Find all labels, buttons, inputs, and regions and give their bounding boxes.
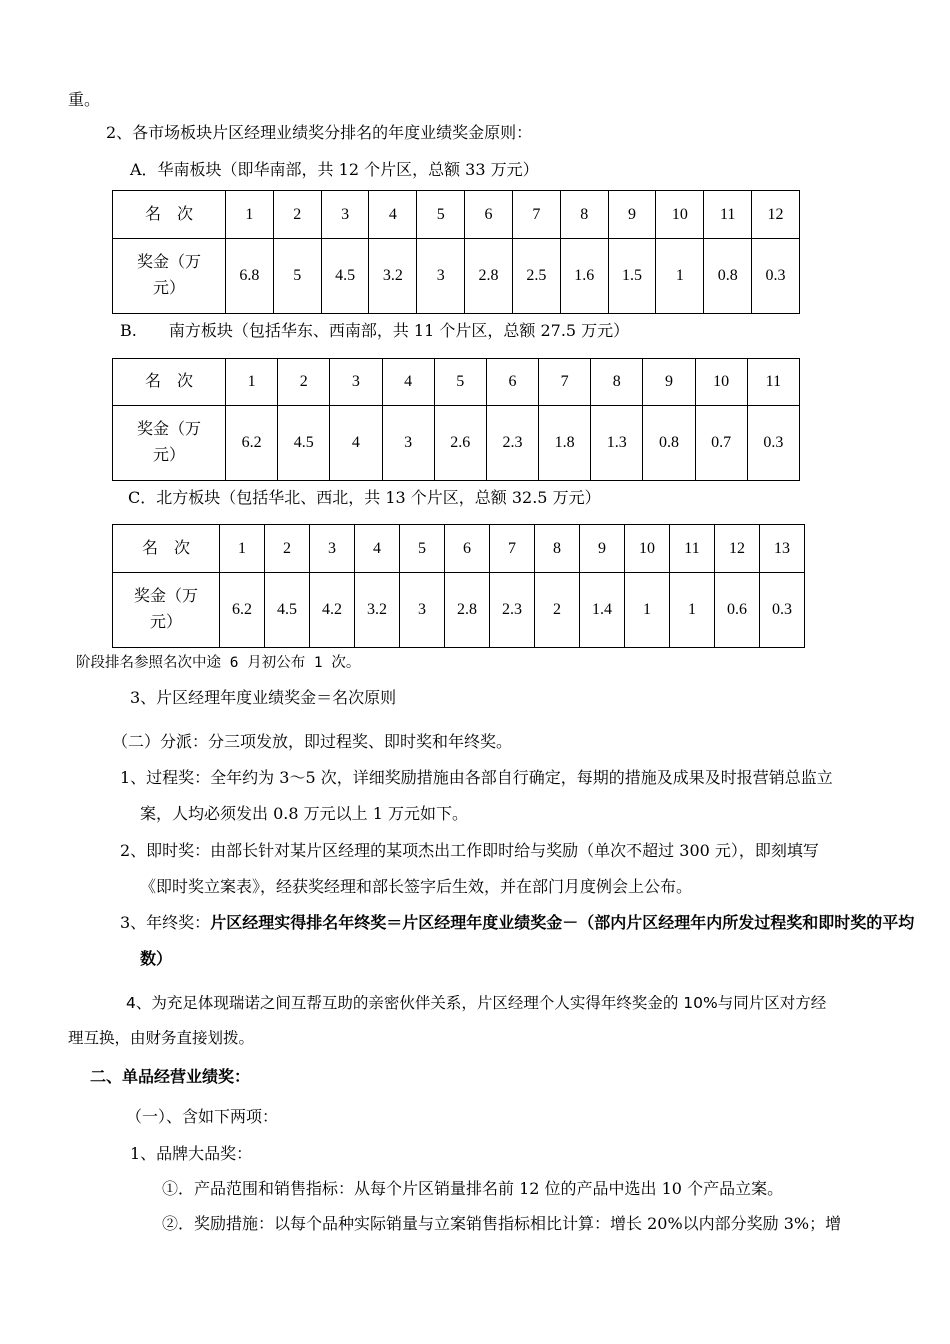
bonus-cell: 0.3 [747,406,799,481]
year-end-award-line-2: 数） [140,949,173,968]
rank-header-cell: 名 次 [113,359,226,406]
rank-cell: 8 [560,191,608,239]
bonus-cell: 3 [417,239,465,314]
bonus-cell: 3.2 [369,239,417,314]
bonus-cell: 4.5 [278,406,330,481]
rank-cell: 6 [445,525,490,573]
bonus-cell: 3 [400,573,445,648]
rank-cell: 11 [704,191,752,239]
bonus-cell: 2.5 [512,239,560,314]
bonus-label-cell [113,239,226,314]
year-end-award-prefix: 3、年终奖： [120,913,211,932]
rank-cell: 9 [643,359,695,406]
rank-cell: 9 [580,525,625,573]
rank-header-cell: 名 次 [113,525,220,573]
bonus-cell: 1 [670,573,715,648]
two-items-heading: （一）、含如下两项： [126,1107,279,1126]
bonus-cell: 3.2 [355,573,400,648]
instant-award-line-2: 《即时奖立案表》，经获奖经理和部长签字后生效，并在部门月度例会上公布。 [140,877,693,896]
rank-cell: 7 [490,525,535,573]
bonus-label-cell [113,573,220,648]
bonus-cell: 1.5 [608,239,656,314]
rank-cell: 5 [434,359,486,406]
rank-cell: 11 [747,359,799,406]
rank-row [113,359,800,406]
bonus-label-line-1: 奖金（万 [133,588,198,605]
bonus-cell: 1 [625,573,670,648]
year-end-award-formula: 片区经理实得排名年终奖＝片区经理年度业绩奖金－（部内片区经理年内所发过程奖和即时奖的平均 [210,913,915,932]
bonus-cell: 1.6 [560,239,608,314]
bonus-label-line-2: 元） [152,280,185,297]
rank-cell: 4 [382,359,434,406]
bonus-cell: 2.3 [490,573,535,648]
rank-cell: 7 [512,191,560,239]
process-award-line-2: 案，人均必须发出 0.8 万元以上 1 万元如下。 [140,804,468,823]
bonus-cell: 0.8 [704,239,752,314]
stage-note: 阶段排名参照名次中途 6 月初公布 1 次。 [76,655,361,671]
bonus-cell: 6.2 [226,406,278,481]
bonus-label-line-2: 元） [149,614,182,631]
bonus-cell: 0.8 [643,406,695,481]
bonus-row [113,239,800,314]
bonus-cell: 5 [273,239,321,314]
rank-cell: 8 [591,359,643,406]
bonus-cell: 2.3 [486,406,538,481]
product-range-item: ①．产品范围和销售指标：从每个片区销量排名前 12 位的产品中选出 10 个产品立案。 [162,1179,784,1198]
rank-cell: 12 [715,525,760,573]
bonus-cell: 6.2 [220,573,265,648]
rank-cell: 4 [369,191,417,239]
bonus-cell: 0.3 [760,573,805,648]
rank-cell: 5 [400,525,445,573]
reward-measure-item: ②．奖励措施：以每个品种实际销量与立案销售指标相比计算：增长 20%以内部分奖励 3%；增 [162,1214,842,1233]
bonus-row [113,573,805,648]
rank-cell: 8 [535,525,580,573]
rank-cell: 5 [417,191,465,239]
section-heading-single-product: 二、单品经营业绩奖： [90,1067,251,1086]
bonus-label-line-2: 元） [152,447,185,464]
rank-cell: 13 [760,525,805,573]
block-a-table [112,190,800,314]
bonus-cell: 1.3 [591,406,643,481]
rank-cell: 9 [608,191,656,239]
bonus-cell: 1 [656,239,704,314]
paragraph-fragment: 重。 [68,90,101,109]
rank-cell: 1 [220,525,265,573]
rank-cell: 6 [465,191,513,239]
rank-cell: 1 [226,191,274,239]
rank-cell: 6 [486,359,538,406]
bonus-cell: 1.4 [580,573,625,648]
rank-cell: 4 [355,525,400,573]
bonus-cell: 0.6 [715,573,760,648]
rank-cell: 11 [670,525,715,573]
bonus-cell: 4.2 [310,573,355,648]
bonus-cell: 0.7 [695,406,747,481]
rank-cell: 10 [656,191,704,239]
bonus-cell: 3 [382,406,434,481]
rank-cell: 12 [752,191,800,239]
brand-award-heading: 1、品牌大品奖： [130,1144,253,1163]
bonus-cell: 1.8 [539,406,591,481]
rank-header-cell: 名 次 [113,191,226,239]
block-c-title: C．北方板块（包括华北、西北，共 13 个片区，总额 32.5 万元） [128,488,601,507]
rank-cell: 2 [273,191,321,239]
item-4-line-1: 4、为充足体现瑞诺之间互帮互助的亲密伙伴关系，片区经理个人实得年终奖金的 10%与同片区对方经 [126,994,827,1012]
bonus-cell: 4.5 [321,239,369,314]
bonus-cell: 2 [535,573,580,648]
block-b-title: B. 南方板块（包括华东、西南部，共 11 个片区，总额 27.5 万元） [120,321,630,340]
rank-cell: 3 [310,525,355,573]
year-end-award-line-1 [120,912,914,934]
principle-heading: 2、各市场板块片区经理业绩奖分排名的年度业绩奖金原则： [106,123,533,142]
rank-cell: 2 [278,359,330,406]
item-3: 3、片区经理年度业绩奖金＝名次原则 [130,688,397,707]
process-award-line-1: 1、过程奖：全年约为 3～5 次，详细奖励措施由各部自行确定，每期的措施及成果及时报营销总监立 [120,768,833,787]
item-4-line-2: 理互换，由财务直接划拨。 [68,1029,255,1047]
bonus-cell: 4.5 [265,573,310,648]
rank-cell: 2 [265,525,310,573]
rank-cell: 10 [695,359,747,406]
bonus-label-line-1: 奖金（万 [136,421,201,438]
bonus-row [113,406,800,481]
rank-cell: 3 [321,191,369,239]
instant-award-line-1: 2、即时奖：由部长针对某片区经理的某项杰出工作即时给与奖励（单次不超过 300 元），即刻填写 [120,841,819,860]
rank-cell: 1 [226,359,278,406]
dispatch-heading: （二）分派：分三项发放，即过程奖、即时奖和年终奖。 [112,732,513,751]
rank-cell: 7 [539,359,591,406]
block-a-title: A．华南板块（即华南部，共 12 个片区，总额 33 万元） [130,160,539,179]
rank-cell: 10 [625,525,670,573]
bonus-cell: 0.3 [752,239,800,314]
block-c-table [112,524,805,648]
bonus-label-line-1: 奖金（万 [136,254,201,271]
rank-cell: 3 [330,359,382,406]
bonus-cell: 4 [330,406,382,481]
block-b-table [112,358,800,481]
bonus-cell: 2.8 [465,239,513,314]
bonus-label-cell [113,406,226,481]
bonus-cell: 6.8 [226,239,274,314]
rank-row [113,191,800,239]
bonus-cell: 2.6 [434,406,486,481]
rank-row [113,525,805,573]
bonus-cell: 2.8 [445,573,490,648]
